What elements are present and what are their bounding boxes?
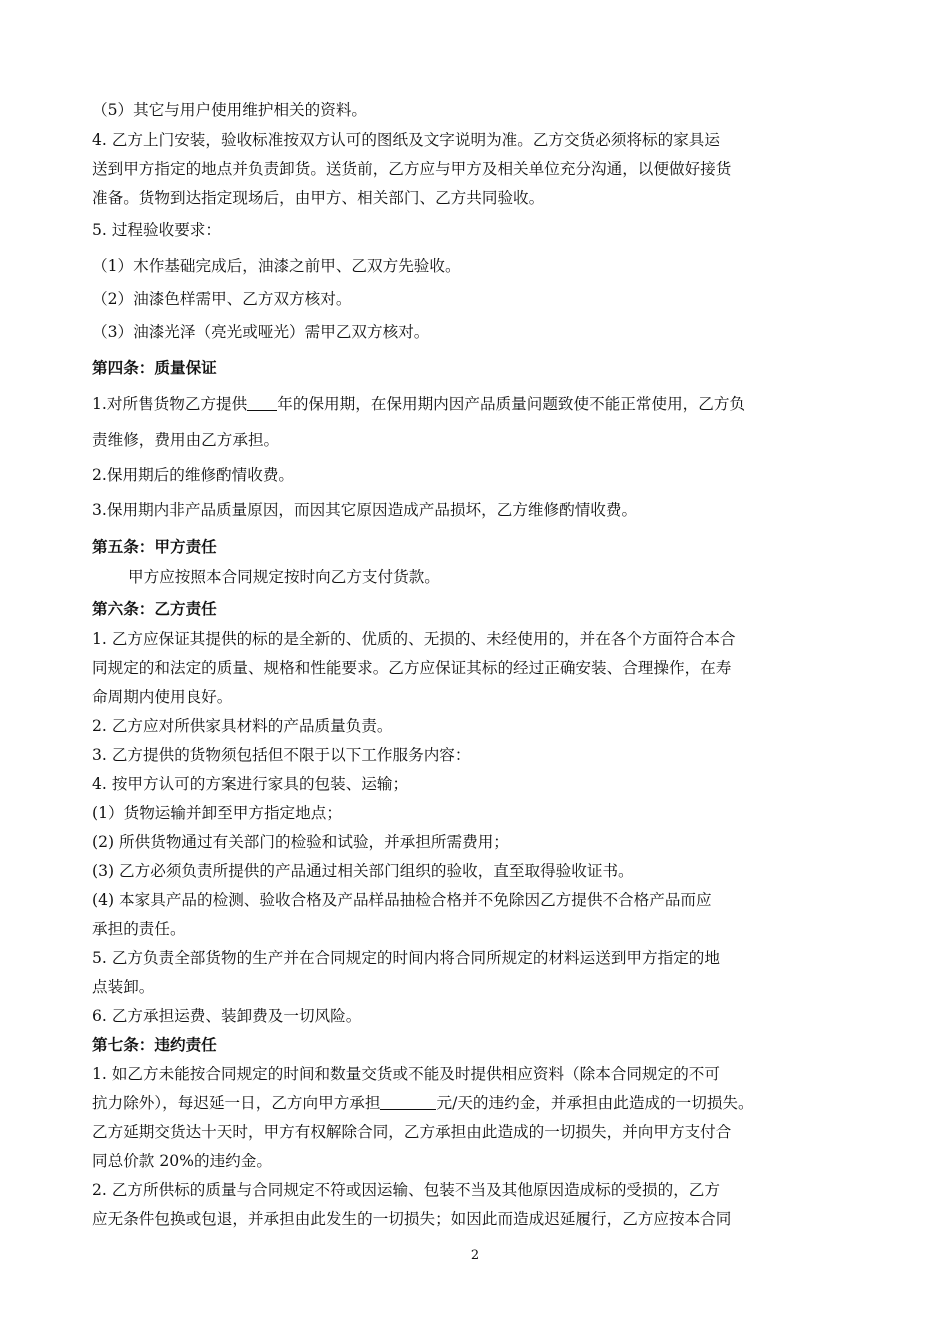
section-heading: 第六条：乙方责任 [92, 600, 217, 618]
text-line: 3. 乙方提供的货物须包括但不限于以下工作服务内容： [92, 746, 471, 764]
blank-underline [380, 1093, 436, 1110]
text-line [92, 1092, 860, 1114]
text-line: 甲方应按照本合同规定按时向乙方支付货款。 [128, 568, 440, 586]
text-segment: 元/天的违约金，并承担由此造成的一切损失。 [436, 1094, 754, 1112]
text-line: (2) 所供货物通过有关部门的检验和试验，并承担所需费用； [92, 833, 509, 851]
text-line: 乙方延期交货达十天时，甲方有权解除合同，乙方承担由此造成的一切损失，并向甲方支付合 [92, 1123, 732, 1141]
section-heading: 第四条：质量保证 [92, 359, 217, 377]
text-line: 5. 乙方负责全部货物的生产并在合同规定的时间内将合同所规定的材料运送到甲方指定的地 [92, 949, 720, 967]
text-line: 准备。货物到达指定现场后，由甲方、相关部门、乙方共同验收。 [92, 189, 545, 207]
text-line [92, 393, 860, 415]
text-line: 4. 按甲方认可的方案进行家具的包装、运输； [92, 775, 409, 793]
text-line: 1. 如乙方未能按合同规定的时间和数量交货或不能及时提供相应资料（除本合同规定的不可 [92, 1065, 720, 1083]
text-line: 命周期内使用良好。 [92, 688, 233, 706]
text-segment: 年的保用期，在保用期内因产品质量问题致使不能正常使用，乙方负 [277, 395, 746, 413]
blank-underline [247, 394, 277, 411]
text-line: 同总价款 20%的违约金。 [92, 1152, 272, 1170]
section-heading: 第五条：甲方责任 [92, 538, 217, 556]
text-line: 2. 乙方所供标的质量与合同规定不符或因运输、包装不当及其他原因造成标的受损的，乙方 [92, 1181, 720, 1199]
text-line: （3）油漆光泽（亮光或哑光）需甲乙双方核对。 [92, 323, 430, 341]
text-line: (1）货物运输并卸至甲方指定地点； [92, 804, 342, 822]
text-line: 承担的责任。 [92, 920, 186, 938]
text-segment: 1.对所售货物乙方提供 [92, 395, 248, 413]
text-line: (3) 乙方必须负责所提供的产品通过相关部门组织的验收，直至取得验收证书。 [92, 862, 634, 880]
section-heading: 第七条：违约责任 [92, 1036, 217, 1054]
text-line: 应无条件包换或包退，并承担由此发生的一切损失；如因此而造成迟延履行，乙方应按本合同 [92, 1210, 732, 1228]
text-line: 同规定的和法定的质量、规格和性能要求。乙方应保证其标的经过正确安装、合理操作，在寿 [92, 659, 732, 677]
text-line: （5）其它与用户使用维护相关的资料。 [92, 101, 368, 119]
text-line: 3.保用期内非产品质量原因，而因其它原因造成产品损坏，乙方维修酌情收费。 [92, 501, 638, 519]
text-line: 1. 乙方应保证其提供的标的是全新的、优质的、无损的、未经使用的，并在各个方面符合本合 [92, 630, 736, 648]
text-line: 4. 乙方上门安装，验收标准按双方认可的图纸及文字说明为准。乙方交货必须将标的家具运 [92, 131, 720, 149]
page-number: 2 [470, 1248, 480, 1263]
text-line: 5. 过程验收要求： [92, 221, 221, 239]
text-line: 责维修，费用由乙方承担。 [92, 431, 280, 449]
text-line: 送到甲方指定的地点并负责卸货。送货前，乙方应与甲方及相关单位充分沟通，以便做好接货 [92, 160, 732, 178]
text-line: 2.保用期后的维修酌情收费。 [92, 466, 295, 484]
text-line: (4) 本家具产品的检测、验收合格及产品样品抽检合格并不免除因乙方提供不合格产品而应 [92, 891, 712, 909]
text-line: 2. 乙方应对所供家具材料的产品质量负责。 [92, 717, 393, 735]
text-line: （1）木作基础完成后，油漆之前甲、乙双方先验收。 [92, 257, 461, 275]
text-segment: 抗力除外），每迟延一日，乙方向甲方承担 [92, 1094, 381, 1112]
text-line: （2）油漆色样需甲、乙方双方核对。 [92, 290, 352, 308]
text-line: 点装卸。 [92, 978, 155, 996]
text-line: 6. 乙方承担运费、装卸费及一切风险。 [92, 1007, 362, 1025]
